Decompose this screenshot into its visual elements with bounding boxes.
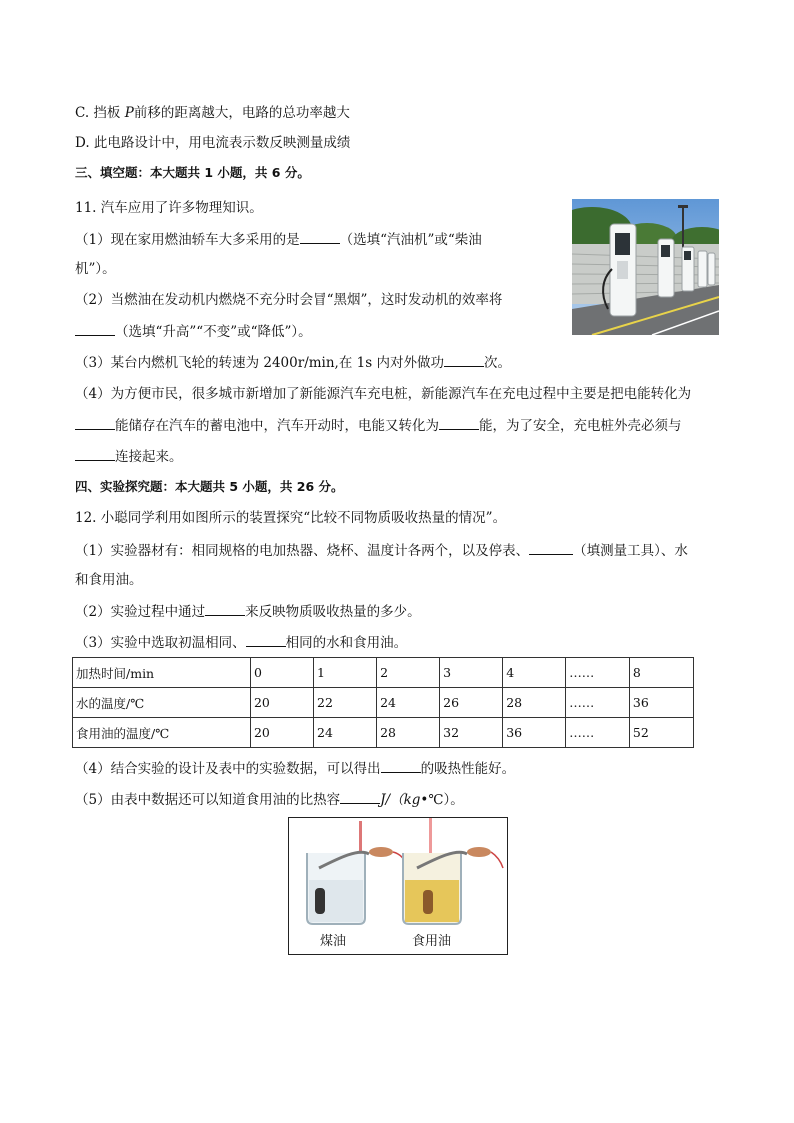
answer-blank[interactable]	[381, 758, 421, 773]
table-cell: 28	[503, 688, 566, 718]
table-cell: 32	[440, 718, 503, 748]
q11-part1: （1）现在家用燃油轿车大多采用的是 （选填“汽油机”或“柴油	[75, 229, 482, 250]
answer-blank[interactable]	[205, 601, 245, 616]
answer-blank[interactable]	[529, 540, 573, 555]
q12-part1: （1）实验器材有：相同规格的电加热器、烧杯、温度计各两个，以及停表、 （填测量工具）、水	[75, 540, 688, 561]
table-cell: 20	[250, 688, 313, 718]
table-cell: 3	[440, 658, 503, 688]
table-cell: 20	[250, 718, 313, 748]
table-cell: 24	[377, 688, 440, 718]
table-cell: ……	[566, 718, 630, 748]
table-cell: ……	[566, 688, 630, 718]
answer-blank[interactable]	[75, 321, 115, 336]
variable-p: P	[124, 105, 134, 121]
label-cooking-oil: 食用油	[412, 934, 452, 949]
q11-part4: （4）为方便市民，很多城市新增加了新能源汽车充电桩，新能源汽车在充电过程中主要是把电能转化为	[75, 386, 692, 402]
answer-blank[interactable]	[340, 789, 380, 804]
table-cell: 8	[629, 658, 693, 688]
row-header-cell: 水的温度/℃	[73, 688, 251, 718]
option-d: D. 此电路设计中，用电流表示数反映测量成绩	[75, 135, 351, 151]
beaker-figure	[288, 817, 508, 955]
q12-part3: （3）实验中选取初温相同、 相同的水和食用油。	[75, 632, 407, 653]
q12-part2: （2）实验过程中通过 来反映物质吸收热量的多少。	[75, 601, 421, 622]
table-cell: 36	[503, 718, 566, 748]
table-cell: 4	[503, 658, 566, 688]
q11-stem: 11. 汽车应用了许多物理知识。	[75, 200, 263, 216]
answer-blank[interactable]	[300, 229, 340, 244]
option-c: C. 挡板 P前移的距离越大，电路的总功率越大	[75, 105, 350, 121]
answer-blank[interactable]	[439, 415, 479, 430]
table-cell: 1	[314, 658, 377, 688]
table-cell: 22	[314, 688, 377, 718]
q11-part4-end: 连接起来。	[75, 446, 183, 467]
table-row	[73, 718, 694, 748]
table-cell: 28	[377, 718, 440, 748]
table-cell: ……	[566, 658, 630, 688]
q12-part5: （5）由表中数据还可以知道食用油的比热容 J/（kg•℃）。	[75, 789, 464, 810]
table-cell: 0	[250, 658, 313, 688]
q11-part4-cont: 能储存在汽车的蓄电池中，汽车开动时，电能又转化为 能，为了安全，充电桩外壳必须与	[75, 415, 682, 436]
table-row	[73, 658, 694, 688]
table-row	[73, 688, 694, 718]
table-cell: 52	[629, 718, 693, 748]
section-3-heading: 三、填空题：本大题共 1 小题，共 6 分。	[75, 165, 310, 180]
table-cell: 2	[377, 658, 440, 688]
table-cell: 36	[629, 688, 693, 718]
answer-blank[interactable]	[444, 352, 484, 367]
q11-part1-cont: 机”）。	[75, 261, 116, 277]
q11-part2: （2）当燃油在发动机内燃烧不充分时会冒“黑烟”，这时发动机的效率将	[75, 292, 503, 308]
q11-part3: （3）某台内燃机飞轮的转速为 2400r/min,在 1s 内对外做功 次。	[75, 352, 511, 373]
row-header-cell: 加热时间/min	[73, 658, 251, 688]
section-4-heading: 四、实验探究题：本大题共 5 小题，共 26 分。	[75, 479, 344, 494]
answer-blank[interactable]	[75, 446, 115, 461]
q12-part1-cont: 和食用油。	[75, 572, 143, 588]
data-table	[72, 657, 694, 748]
label-kerosene: 煤油	[320, 934, 347, 949]
q12-stem: 12. 小聪同学利用如图所示的装置探究“比较不同物质吸收热量的情况”。	[75, 510, 507, 526]
charging-station-photo	[572, 199, 719, 335]
row-header-cell: 食用油的温度/℃	[73, 718, 251, 748]
beakers-illustration	[289, 818, 507, 928]
q11-part2-cont: （选填“升高”“不变”或“降低”）。	[75, 321, 312, 342]
table-cell: 24	[314, 718, 377, 748]
q12-part4: （4）结合实验的设计及表中的实验数据，可以得出 的吸热性能好。	[75, 758, 515, 779]
answer-blank[interactable]	[75, 415, 115, 430]
table-cell: 26	[440, 688, 503, 718]
answer-blank[interactable]	[246, 632, 286, 647]
